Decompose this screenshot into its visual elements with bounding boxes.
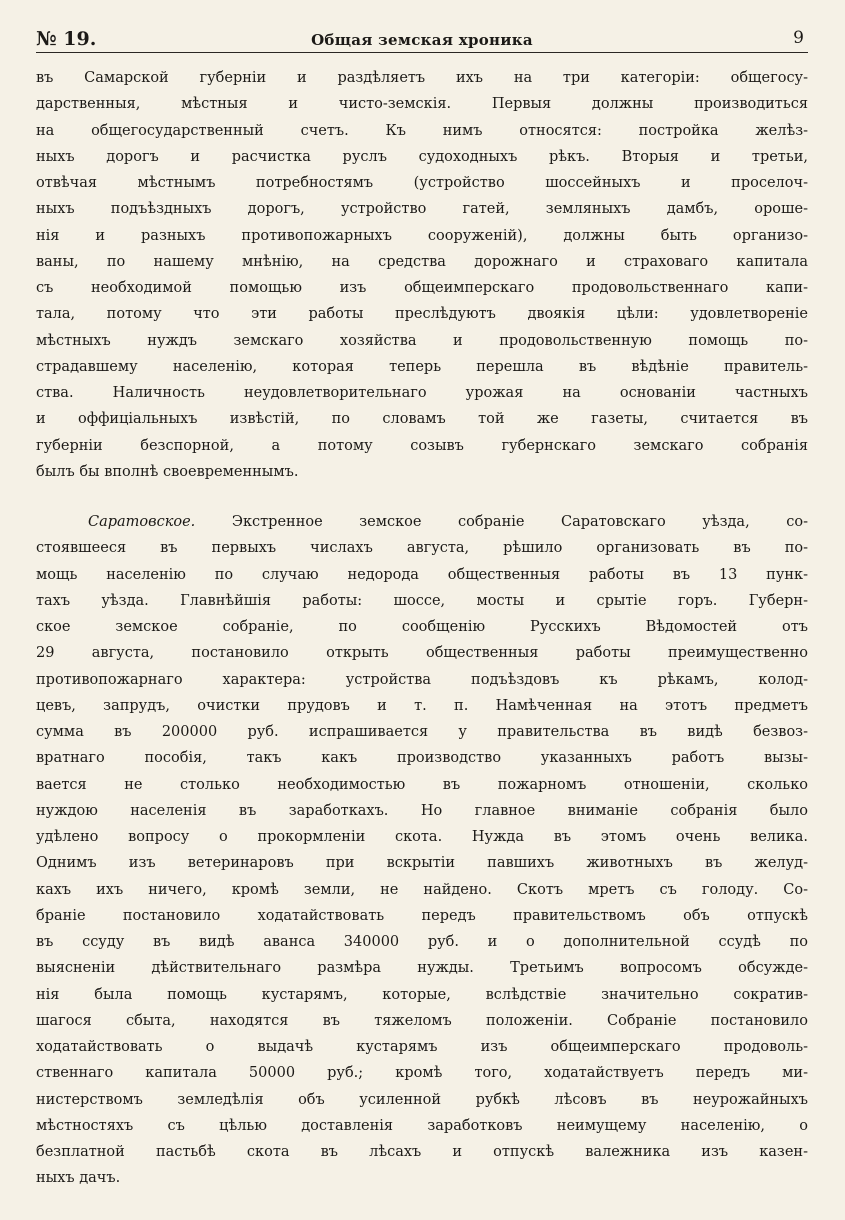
- line-text: нія и разныхъ противопожарныхъ сооруженій), должны быть организо-: [36, 227, 808, 244]
- text-line: [36, 903, 808, 929]
- text-line: [36, 65, 808, 91]
- text-line: [36, 798, 808, 824]
- text-line: [36, 614, 808, 640]
- text-line: [36, 275, 808, 301]
- text-line: [36, 1060, 808, 1086]
- line-text: нуждою населенія въ заработкахъ. Но главное вниманіе собранія было: [36, 802, 808, 819]
- text-line: [36, 955, 808, 981]
- line-text: ства. Наличность неудовлетворительнаго урожая на основаніи частныхъ: [36, 385, 808, 401]
- issue-number: № 19.: [36, 28, 97, 50]
- text-line: [36, 433, 808, 459]
- body-text: [36, 65, 808, 1192]
- line-text: мѣстностяхъ съ цѣлью доставленія заработковъ неимущему населенію, о: [36, 1117, 808, 1134]
- section-title: Общая земская хроника: [311, 31, 533, 49]
- line-text: вратнаго пособія, такъ какъ производство указанныхъ работъ вызы-: [36, 750, 808, 767]
- page: [36, 22, 808, 1192]
- text-line: [36, 223, 808, 249]
- line-text: Экстренное земское собраніе Саратовскаго уѣзда, со-: [195, 514, 808, 530]
- text-line: [36, 354, 808, 380]
- paragraph-samara: [36, 65, 808, 485]
- text-line: [36, 509, 808, 535]
- text-line: [36, 196, 808, 222]
- line-text: ходатайствовать о выдачѣ кустарямъ изъ общеимперскаго продоволь-: [36, 1039, 808, 1055]
- text-line: [36, 719, 808, 745]
- line-text: въ Самарской губерніи и раздѣляетъ ихъ на три категоріи: общегосу-: [36, 70, 808, 86]
- paragraph-saratov: [36, 509, 808, 1192]
- text-line: [36, 118, 808, 144]
- running-header: [36, 22, 808, 53]
- text-line: [36, 170, 808, 196]
- text-line: [36, 144, 808, 170]
- line-text: ское земское собраніе, по сообщенію Русскихъ Вѣдомостей отъ: [36, 619, 808, 635]
- text-line: [36, 1034, 808, 1060]
- text-line: [36, 745, 808, 771]
- line-text: браніе постановило ходатайствовать передъ правительствомъ объ отпускѣ: [36, 907, 808, 924]
- line-text: цевъ, запрудъ, очистки прудовъ и т. п. Намѣченная на этотъ предметъ: [36, 697, 808, 714]
- line-text: сумма въ 200000 руб. испрашивается у правительства въ видѣ безвоз-: [36, 724, 808, 740]
- text-line: [36, 1087, 808, 1113]
- text-line: [36, 1165, 808, 1191]
- line-text: въ ссуду въ видѣ аванса 340000 руб. и о дополнительной ссудѣ по: [36, 934, 808, 950]
- text-line: [36, 535, 808, 561]
- line-text: нія была помощь кустарямъ, которые, вслѣдствіе значительно сократив-: [36, 986, 808, 1003]
- line-text: противопожарнаго характера: устройства подъѣздовъ къ рѣкамъ, колод-: [36, 671, 808, 688]
- text-line: [36, 667, 808, 693]
- line-text: мощь населенію по случаю недорода общественныя работы въ 13 пунк-: [36, 566, 808, 583]
- text-line: [36, 562, 808, 588]
- line-text: 29 августа, постановило открыть общественныя работы преимущественно: [36, 645, 808, 662]
- line-text: отвѣчая мѣстнымъ потребностямъ (устройство шоссейныхъ и проселоч-: [36, 175, 808, 191]
- line-text: ныхъ дорогъ и расчистка руслъ судоходныхъ рѣкъ. Вторыя и третьи,: [36, 148, 808, 165]
- text-line: [36, 850, 808, 876]
- text-line: [36, 91, 808, 117]
- line-text: ныхъ подъѣздныхъ дорогъ, устройство гатей, земляныхъ дамбъ, ороше-: [36, 201, 808, 218]
- paragraph-lead: Саратовское.: [88, 514, 196, 530]
- line-text: ныхъ дачъ.: [36, 1170, 121, 1187]
- text-line: [36, 693, 808, 719]
- line-text: ваны, по нашему мнѣнію, на средства дорожнаго и страховаго капитала: [36, 253, 808, 270]
- line-text: кахъ ихъ ничего, кромѣ земли, не найдено. Скотъ мретъ съ голоду. Со-: [36, 881, 808, 898]
- line-text: Однимъ изъ ветеринаровъ при вскрытіи павшихъ животныхъ въ желуд-: [36, 855, 808, 872]
- text-line: [36, 640, 808, 666]
- line-text: былъ бы вполнѣ своевременнымъ.: [36, 463, 299, 480]
- text-line: [36, 459, 808, 485]
- line-text: удѣлено вопросу о прокормленіи скота. Нужда въ этомъ очень велика.: [36, 829, 808, 845]
- line-text: выясненіи дѣйствительнаго размѣра нужды. Третьимъ вопросомъ обсужде-: [36, 960, 808, 977]
- text-line: [36, 929, 808, 955]
- text-line: [36, 824, 808, 850]
- text-line: [36, 1139, 808, 1165]
- text-line: [36, 328, 808, 354]
- line-text: шагося сбыта, находятся въ тяжеломъ положеніи. Собраніе постановило: [36, 1012, 808, 1029]
- line-text: дарственныя, мѣстныя и чисто-земскія. Первыя должны производиться: [36, 96, 808, 113]
- text-line: [36, 982, 808, 1008]
- text-line: [36, 1113, 808, 1139]
- text-line: [36, 301, 808, 327]
- line-text: тала, потому что эти работы преслѣдуютъ двоякія цѣли: удовлетвореніе: [36, 306, 808, 323]
- text-line: [36, 588, 808, 614]
- text-line: [36, 877, 808, 903]
- line-text: нистерствомъ земледѣлія объ усиленной рубкѣ лѣсовъ въ неурожайныхъ: [36, 1091, 808, 1108]
- line-text: тахъ уѣзда. Главнѣйшія работы: шоссе, мосты и срытіе горъ. Губерн-: [36, 592, 808, 609]
- line-text: вается не столько необходимостью въ пожарномъ отношеніи, сколько: [36, 776, 808, 793]
- page-number: 9: [793, 28, 804, 48]
- line-text: съ необходимой помощью изъ общеимперскаго продовольственнаго капи-: [36, 280, 808, 296]
- line-text: и оффиціальныхъ извѣстій, по словамъ той же газеты, считается въ: [36, 411, 808, 428]
- line-text: страдавшему населенію, которая теперь перешла въ вѣдѣніе правитель-: [36, 358, 808, 375]
- text-line: [36, 406, 808, 432]
- line-text: губерніи безспорной, а потому созывъ губернскаго земскаго собранія: [36, 437, 808, 454]
- text-line: [36, 772, 808, 798]
- line-text: ственнаго капитала 50000 руб.; кромѣ того, ходатайствуетъ передъ ми-: [36, 1065, 808, 1082]
- text-line: [36, 1008, 808, 1034]
- text-line: [36, 249, 808, 275]
- line-text: мѣстныхъ нуждъ земскаго хозяйства и продовольственную помощь по-: [36, 332, 808, 349]
- line-text: на общегосударственный счетъ. Къ нимъ относятся: постройка желѣз-: [36, 122, 808, 139]
- text-line: [36, 380, 808, 406]
- line-text: стоявшееся въ первыхъ числахъ августа, рѣшило организовать въ по-: [36, 540, 808, 557]
- line-text: безплатной пастьбѣ скота въ лѣсахъ и отпускѣ валежника изъ казен-: [36, 1144, 808, 1160]
